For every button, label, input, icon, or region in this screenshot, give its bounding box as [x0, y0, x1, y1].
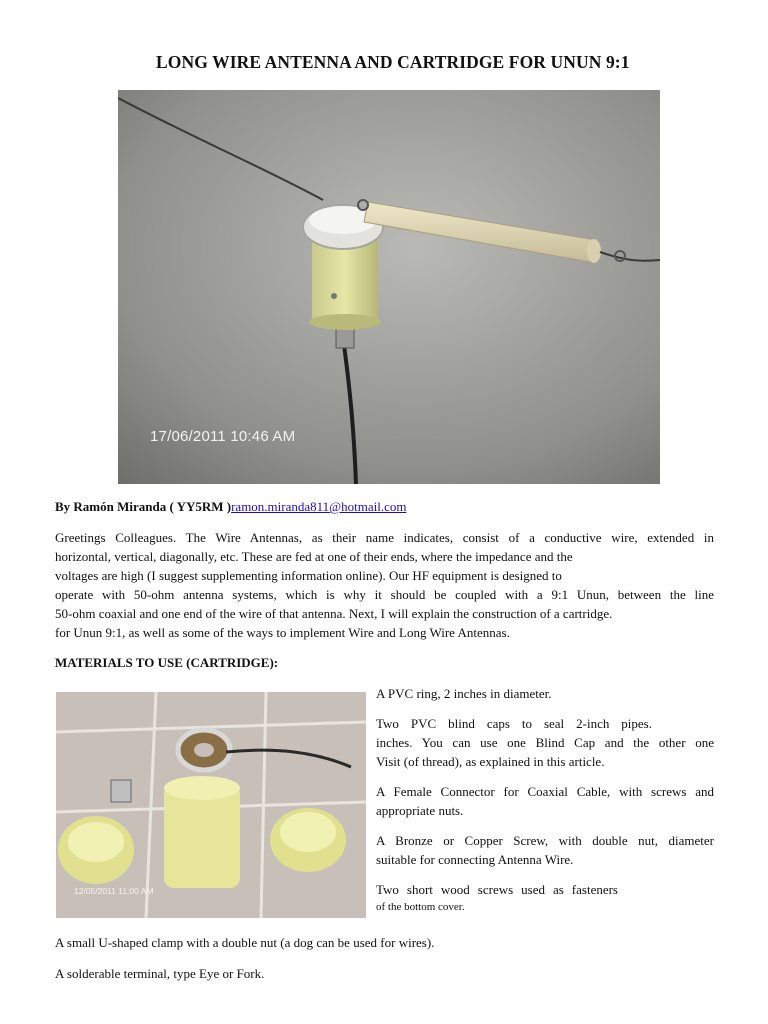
material-item [376, 684, 714, 703]
intro-line: horizontal, vertical, diagonally, etc. These are fed at one of their ends, where the impedance and the [55, 549, 573, 564]
material-text: Two short wood screws used as fasteners [376, 882, 618, 897]
material-item [376, 714, 714, 771]
author-name: By Ramón Miranda ( YY5RM ) [55, 499, 232, 514]
byline [55, 499, 407, 515]
photo-timestamp: 17/06/2011 10:46 AM [150, 428, 296, 445]
intro-line: Greetings Colleagues. The Wire Antennas, as their name indicates, consist of a conductive wire, extended in [55, 530, 714, 545]
intro-line: operate with 50-ohm antenna systems, which is why it should be coupled with a 9:1 Unun, between the line [55, 587, 714, 602]
page-title: LONG WIRE ANTENNA AND CARTRIDGE FOR UNUN 9:1 [156, 52, 630, 72]
parts-photo [56, 692, 366, 918]
antenna-photo [118, 90, 660, 484]
photo-timestamp: 12/05/2011 11:00 AM [74, 886, 154, 896]
material-text: A Bronze or Copper Screw, with double nut, diameter [376, 833, 714, 848]
material-item [376, 880, 714, 916]
author-email-link[interactable]: ramon.miranda811@hotmail.com [231, 499, 407, 514]
intro-paragraph [55, 528, 714, 642]
intro-line: 50-ohm coaxial and one end of the wire of that antenna. Next, I will explain the construction of a cartridge. [55, 606, 613, 621]
material-item [376, 831, 714, 869]
material-text: Two PVC blind caps to seal 2-inch pipes. [376, 716, 652, 731]
material-item [376, 782, 714, 820]
material-item: A solderable terminal, type Eye or Fork. [55, 966, 265, 981]
material-text: suitable for connecting Antenna Wire. [376, 852, 574, 867]
materials-list [376, 684, 714, 927]
material-text: of the bottom cover. [376, 901, 465, 913]
intro-line: voltages are high (I suggest supplementing information online). Our HF equipment is designed to [55, 568, 562, 583]
intro-line: for Unun 9:1, as well as some of the ways to implement Wire and Long Wire Antennas. [55, 625, 510, 640]
material-item: A small U-shaped clamp with a double nut (a dog can be used for wires). [55, 935, 435, 950]
material-text: inches. You can use one Blind Cap and the other one [376, 735, 714, 750]
material-text: Visit (of thread), as explained in this article. [376, 754, 605, 769]
material-text: A Female Connector for Coaxial Cable, with screws and [376, 784, 714, 799]
material-text: A PVC ring, 2 inches in diameter. [376, 686, 552, 701]
material-text: appropriate nuts. [376, 803, 464, 818]
materials-heading: MATERIALS TO USE (CARTRIDGE): [55, 655, 279, 670]
